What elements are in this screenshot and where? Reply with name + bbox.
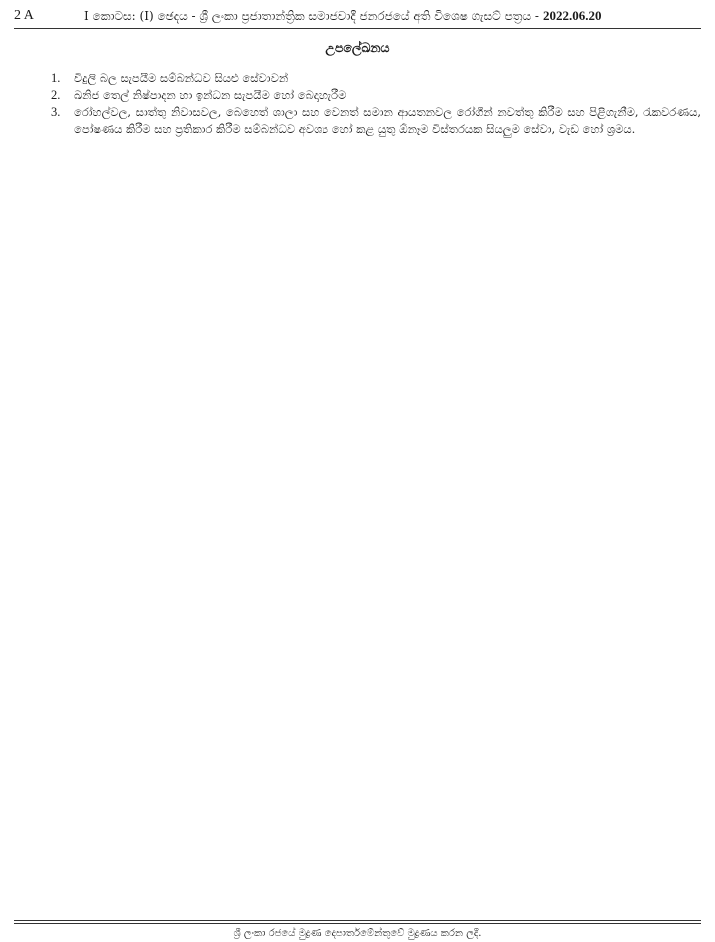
schedule-item-text: ඛනිජ තෙල් නිෂ්පාදන හා ඉන්ධන සැපයීම හෝ බෙදාහැරීම [74,88,347,102]
page-header [14,7,701,25]
schedule-item-number: 2. [51,88,61,102]
printer-imprint: ශ්‍රී ලංකා රජයේ මුද්‍රණ දෙපාර්තමේන්තුවේ මුද්‍රණය කරන ලදී. [233,928,482,939]
schedule-item-number: 1. [51,71,61,85]
schedule-item-number: 3. [51,105,61,119]
schedule-item [51,104,701,138]
gazette-running-title [84,7,601,25]
schedule-item-text: විදුලි බල සැපයීම සම්බන්ධව සියළු සේවාවන් [74,71,289,85]
schedule-list [51,70,701,138]
header-divider [14,28,701,29]
schedule-heading: උපලේඛනය [325,40,390,55]
running-title-text: I කොටස: (I) ඡෙදය - ශ්‍රී ලංකා ප්‍රජාතාන්ත්‍රික සමාජවාදී ජනරජයේ අති විශෙෂ ගැසට් පත්‍රය - [84,9,539,23]
schedule-item-text: රෝහල්වල, සාත්තු නිවාසවල, බෙහෙත් ශාලා සහ වෙනත් සමාන ආයතනවල රෝගීන් නවත්තු කිරීම සහ පිළිගැනීම, රැකවරණය, පෝෂණය කිරීම සහ ප්‍රතිකාර කිරීම සම්බන්ධව අවශ්‍ය හෝ කළ යුතු ඕනෑම විස්තරයක සියලුම සේවා, වැඩ හෝ ශ්‍රමය. [74,105,701,136]
footer-divider-top [14,920,701,921]
footer-divider-bottom [14,923,701,924]
page-number: 2 A [14,8,34,23]
schedule-item [51,87,701,104]
gazette-date: 2022.06.20 [542,8,602,23]
schedule-item [51,70,701,87]
